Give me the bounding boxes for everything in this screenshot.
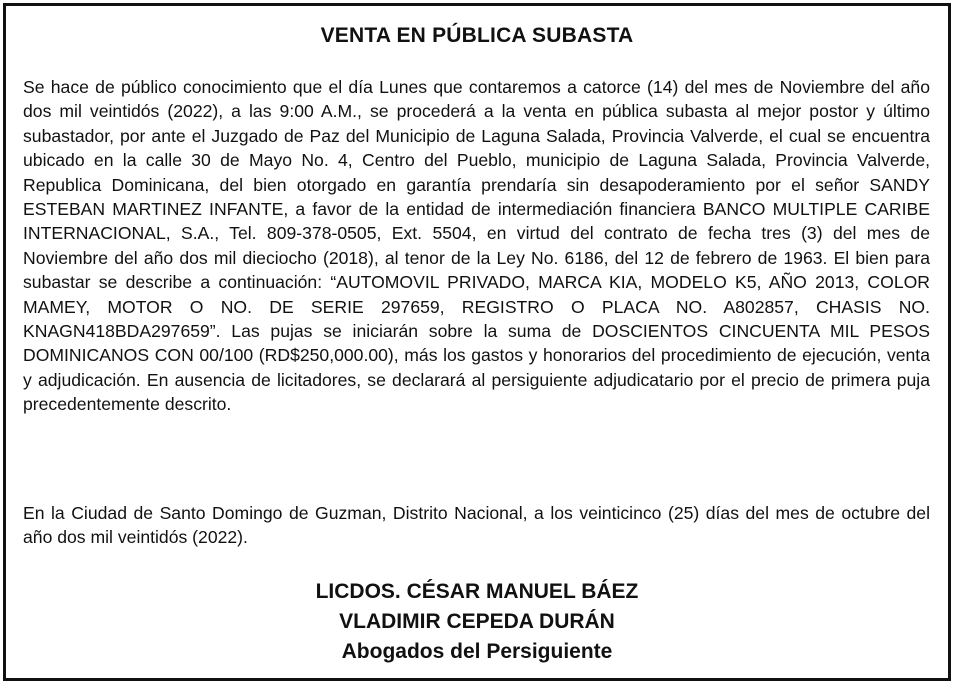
legal-notice (3, 3, 951, 681)
notice-title: VENTA EN PÚBLICA SUBASTA (320, 24, 634, 47)
signature-role: Abogados del Persiguiente (341, 640, 613, 663)
notice-body-paragraph: Se hace de público conocimiento que el día Lunes que contaremos a catorce (14) del mes de Noviembre del año dos mil veintidós (2022), a las 9:00 A.M., se procederá a la venta en pública subasta al mejor postor y último subastador, por ante el Juzgado de Paz del Municipio de Laguna Salada, Provincia Valverde, el cual se encuentra ubicado en la calle 30 de Mayo No. 4, Centro del Pueblo, municipio de Laguna Salada, Provincia Valverde, Republica Dominicana, del bien otorgado en garantía prendaría sin desapoderamiento por el señor SANDY ESTEBAN MARTINEZ INFANTE, a favor de la entidad de intermediación financiera BANCO MULTIPLE CARIBE INTERNACIONAL, S.A., Tel. 809-378-0505, Ext. 5504, en virtud del contrato de fecha tres (3) del mes de Noviembre del año dos mil dieciocho (2018), al tenor de la Ley No. 6186, del 12 de febrero de 1963. El bien para subastar se describe a continuación: “AUTOMOVIL PRIVADO, MARCA KIA, MODELO K5, AÑO 2013, COLOR MAMEY, MOTOR O NO. DE SERIE 297659, REGISTRO O PLACA NO. A802857, CHASIS NO. KNAGN418BDA297659”. Las pujas se iniciarán sobre la suma de DOSCIENTOS CINCUENTA MIL PESOS DOMINICANOS CON 00/100 (RD$250,000.00), más los gastos y honorarios del procedimiento de ejecución, venta y adjudicación. En ausencia de licitadores, se declarará al persiguiente adjudicatario por el precio de primera puja precedentemente descrito. (23, 77, 930, 415)
notice-date-paragraph: En la Ciudad de Santo Domingo de Guzman, Distrito Nacional, a los veinticinco (25) días del mes de octubre del año dos mil veintidós (2022). (23, 503, 930, 548)
signature-lawyers-line-1: LICDOS. CÉSAR MANUEL BÁEZ (315, 580, 639, 603)
signature-lawyers-line-2: VLADIMIR CEPEDA DURÁN (339, 610, 615, 633)
